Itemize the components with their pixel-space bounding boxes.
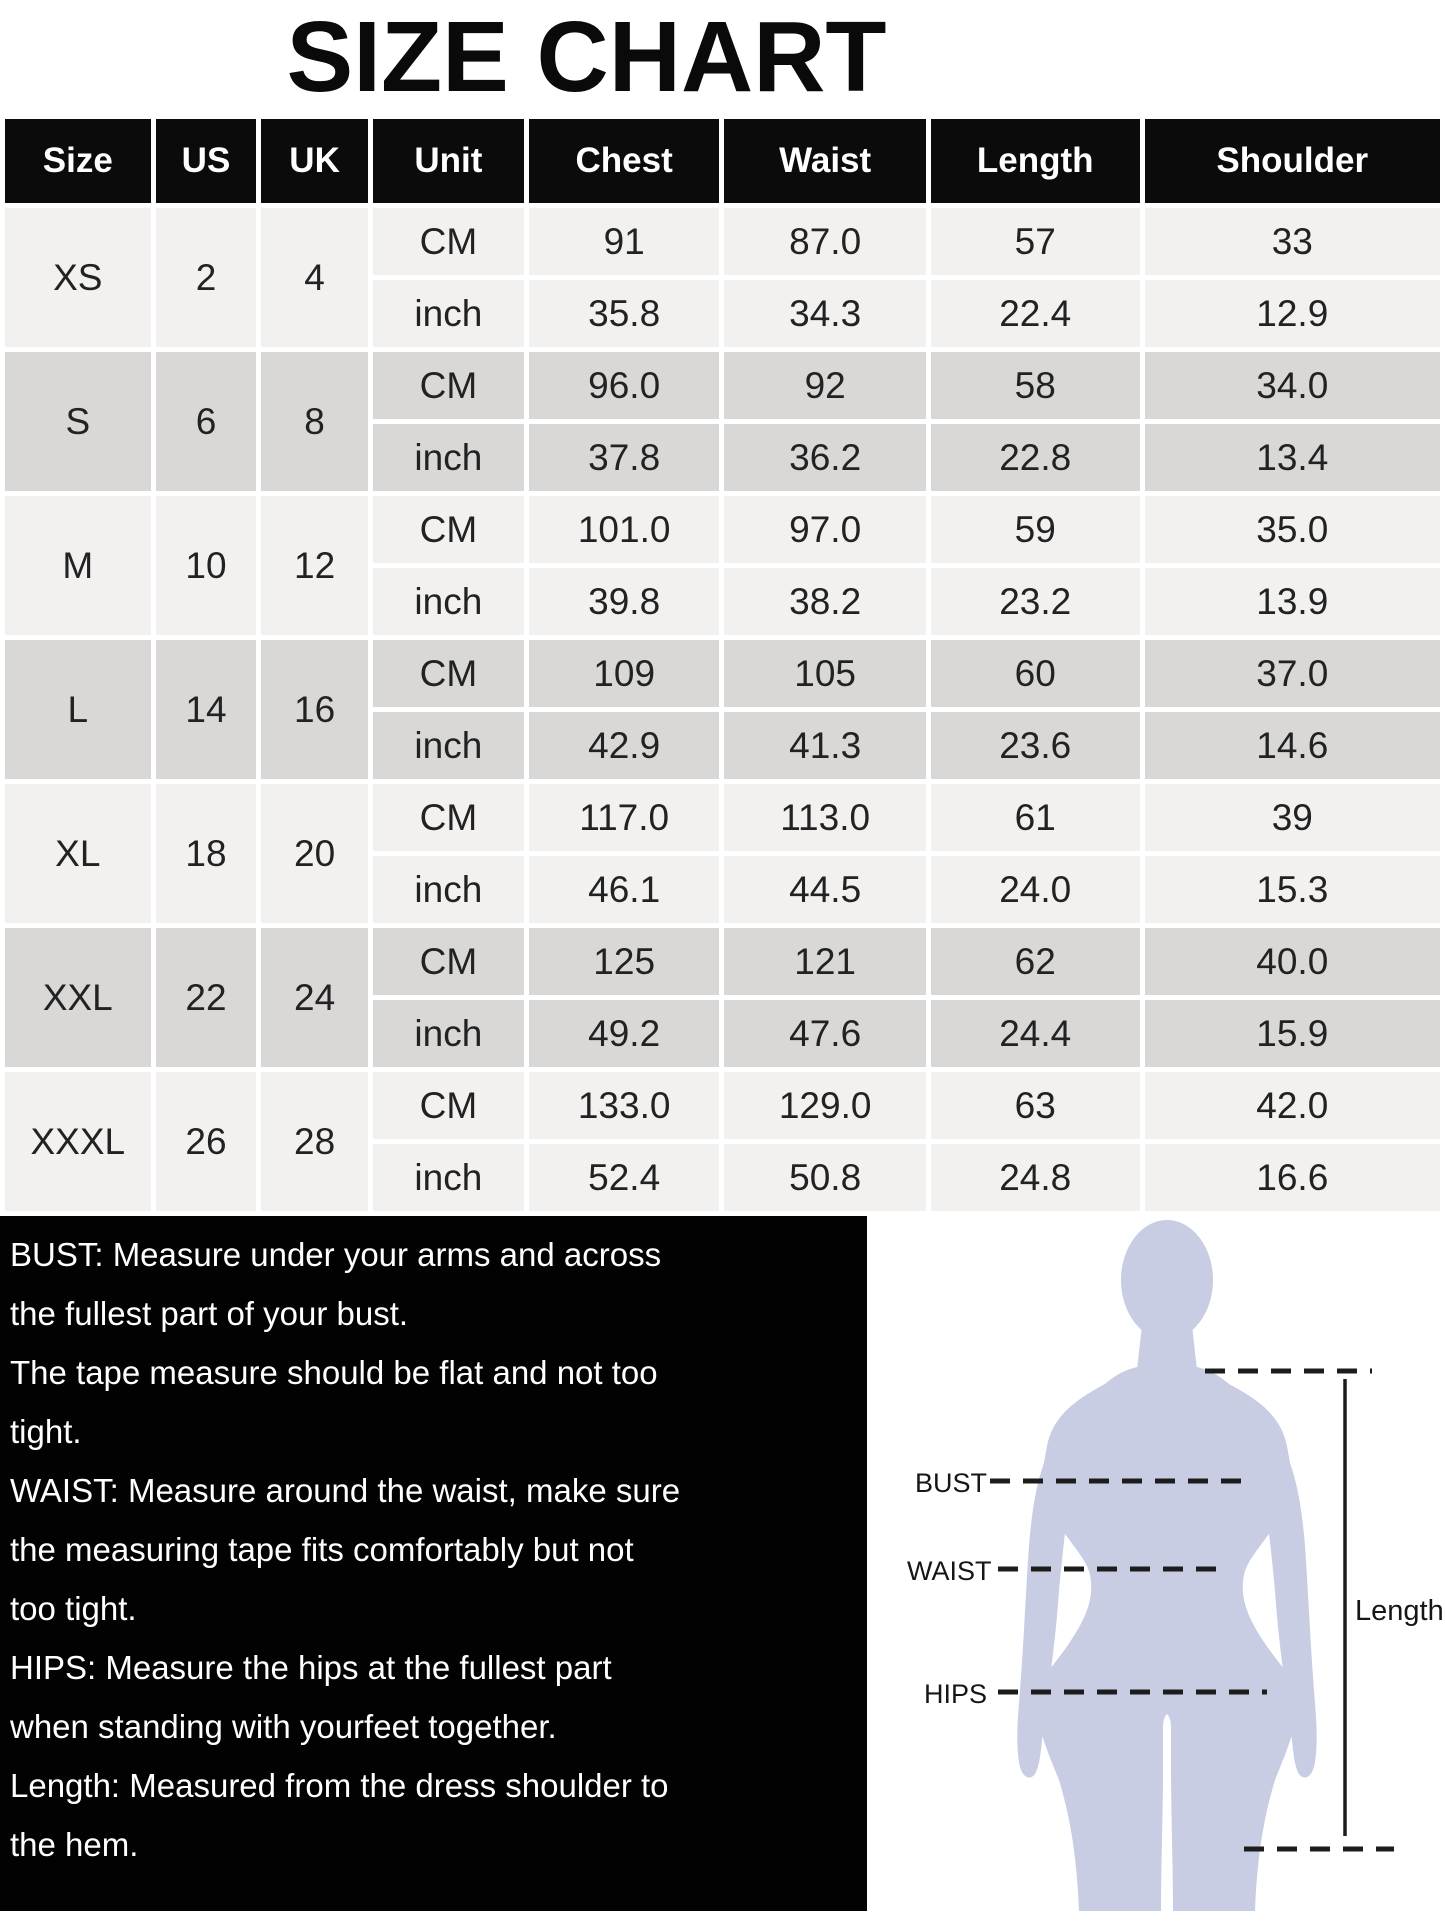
unit-cell: CM: [373, 640, 524, 707]
uk-cell: 20: [261, 784, 367, 923]
shoulder-value: 40.0: [1145, 928, 1440, 995]
col-header-us: US: [156, 119, 257, 203]
shoulder-value: 16.6: [1145, 1144, 1440, 1211]
length-value: 61: [931, 784, 1140, 851]
shoulder-value: 13.4: [1145, 424, 1440, 491]
chest-value: 91: [529, 208, 719, 275]
shoulder-value: 39: [1145, 784, 1440, 851]
length-value: 22.4: [931, 280, 1140, 347]
unit-cell: CM: [373, 928, 524, 995]
size-row-s-cm: [5, 352, 1440, 419]
size-table: [0, 114, 1445, 1216]
length-value: 62: [931, 928, 1140, 995]
table-header-row: [5, 119, 1440, 203]
instruction-line: tight.: [10, 1413, 82, 1450]
chest-value: 52.4: [529, 1144, 719, 1211]
us-cell: 18: [156, 784, 257, 923]
waist-value: 50.8: [724, 1144, 926, 1211]
length-value: 24.0: [931, 856, 1140, 923]
unit-cell: inch: [373, 280, 524, 347]
instruction-line: too tight.: [10, 1590, 137, 1627]
unit-cell: inch: [373, 568, 524, 635]
unit-cell: inch: [373, 1144, 524, 1211]
size-cell: S: [5, 352, 151, 491]
length-value: 57: [931, 208, 1140, 275]
col-header-waist: Waist: [724, 119, 926, 203]
bust-label: BUST: [915, 1468, 988, 1498]
length-value: 59: [931, 496, 1140, 563]
length-value: 24.8: [931, 1144, 1140, 1211]
shoulder-value: 33: [1145, 208, 1440, 275]
size-row-xxxl-cm: [5, 1072, 1440, 1139]
waist-label: WAIST: [907, 1556, 992, 1586]
page-title: SIZE CHART: [286, 1, 887, 113]
size-cell: L: [5, 640, 151, 779]
length-value: 58: [931, 352, 1140, 419]
chest-value: 49.2: [529, 1000, 719, 1067]
bottom-section: [0, 1216, 1445, 1911]
uk-cell: 4: [261, 208, 367, 347]
unit-cell: inch: [373, 712, 524, 779]
instruction-line: BUST: Measure under your arms and across: [10, 1236, 662, 1273]
chest-value: 109: [529, 640, 719, 707]
waist-value: 36.2: [724, 424, 926, 491]
length-value: 24.4: [931, 1000, 1140, 1067]
size-row-xxl-cm: [5, 928, 1440, 995]
body-measurement-diagram: [867, 1216, 1445, 1911]
col-header-chest: Chest: [529, 119, 719, 203]
size-cell: XL: [5, 784, 151, 923]
waist-value: 105: [724, 640, 926, 707]
unit-cell: CM: [373, 784, 524, 851]
us-cell: 10: [156, 496, 257, 635]
unit-cell: inch: [373, 1000, 524, 1067]
instruction-line: when standing with yourfeet together.: [10, 1708, 557, 1745]
col-header-size: Size: [5, 119, 151, 203]
length-value: 22.8: [931, 424, 1140, 491]
shoulder-value: 37.0: [1145, 640, 1440, 707]
size-row-l-cm: [5, 640, 1440, 707]
shoulder-value: 15.9: [1145, 1000, 1440, 1067]
col-header-shoulder: Shoulder: [1145, 119, 1440, 203]
figure-svg: [867, 1216, 1445, 1911]
instruction-line: the fullest part of your bust.: [10, 1295, 409, 1332]
chest-value: 101.0: [529, 496, 719, 563]
waist-value: 34.3: [724, 280, 926, 347]
waist-value: 41.3: [724, 712, 926, 779]
instruction-line: The tape measure should be flat and not too: [10, 1354, 658, 1391]
chest-value: 125: [529, 928, 719, 995]
col-header-unit: Unit: [373, 119, 524, 203]
chest-value: 42.9: [529, 712, 719, 779]
chest-value: 133.0: [529, 1072, 719, 1139]
length-value: 60: [931, 640, 1140, 707]
waist-value: 121: [724, 928, 926, 995]
col-header-length: Length: [931, 119, 1140, 203]
size-cell: XS: [5, 208, 151, 347]
chest-value: 35.8: [529, 280, 719, 347]
instruction-line: HIPS: Measure the hips at the fullest part: [10, 1649, 612, 1686]
waist-value: 47.6: [724, 1000, 926, 1067]
unit-cell: CM: [373, 352, 524, 419]
uk-cell: 24: [261, 928, 367, 1067]
shoulder-value: 14.6: [1145, 712, 1440, 779]
instruction-line: the measuring tape fits comfortably but not: [10, 1531, 634, 1568]
waist-value: 129.0: [724, 1072, 926, 1139]
waist-value: 92: [724, 352, 926, 419]
shoulder-value: 13.9: [1145, 568, 1440, 635]
us-cell: 22: [156, 928, 257, 1067]
uk-cell: 8: [261, 352, 367, 491]
uk-cell: 28: [261, 1072, 367, 1211]
waist-value: 97.0: [724, 496, 926, 563]
unit-cell: CM: [373, 1072, 524, 1139]
us-cell: 2: [156, 208, 257, 347]
length-label: Length: [1355, 1595, 1444, 1627]
waist-value: 87.0: [724, 208, 926, 275]
size-row-m-cm: [5, 496, 1440, 563]
uk-cell: 12: [261, 496, 367, 635]
instruction-line: WAIST: Measure around the waist, make sure: [10, 1472, 681, 1509]
unit-cell: CM: [373, 208, 524, 275]
waist-value: 38.2: [724, 568, 926, 635]
shoulder-value: 34.0: [1145, 352, 1440, 419]
hips-label: HIPS: [924, 1679, 988, 1709]
size-row-xl-cm: [5, 784, 1440, 851]
chest-value: 37.8: [529, 424, 719, 491]
shoulder-value: 35.0: [1145, 496, 1440, 563]
size-table-body: [5, 208, 1440, 1211]
us-cell: 6: [156, 352, 257, 491]
female-silhouette: [1017, 1220, 1316, 1911]
size-cell: XXXL: [5, 1072, 151, 1211]
length-value: 23.2: [931, 568, 1140, 635]
shoulder-value: 15.3: [1145, 856, 1440, 923]
waist-value: 44.5: [724, 856, 926, 923]
unit-cell: inch: [373, 856, 524, 923]
measuring-instructions: [0, 1216, 867, 1911]
size-cell: XXL: [5, 928, 151, 1067]
shoulder-value: 12.9: [1145, 280, 1440, 347]
chest-value: 46.1: [529, 856, 719, 923]
waist-value: 113.0: [724, 784, 926, 851]
uk-cell: 16: [261, 640, 367, 779]
size-cell: M: [5, 496, 151, 635]
length-value: 23.6: [931, 712, 1140, 779]
instruction-line: the hem.: [10, 1826, 139, 1863]
instruction-line: Length: Measured from the dress shoulder to: [10, 1767, 669, 1804]
unit-cell: inch: [373, 424, 524, 491]
us-cell: 26: [156, 1072, 257, 1211]
shoulder-value: 42.0: [1145, 1072, 1440, 1139]
length-value: 63: [931, 1072, 1140, 1139]
size-row-xs-cm: [5, 208, 1440, 275]
chest-value: 39.8: [529, 568, 719, 635]
unit-cell: CM: [373, 496, 524, 563]
chest-value: 96.0: [529, 352, 719, 419]
chest-value: 117.0: [529, 784, 719, 851]
us-cell: 14: [156, 640, 257, 779]
col-header-uk: UK: [261, 119, 367, 203]
